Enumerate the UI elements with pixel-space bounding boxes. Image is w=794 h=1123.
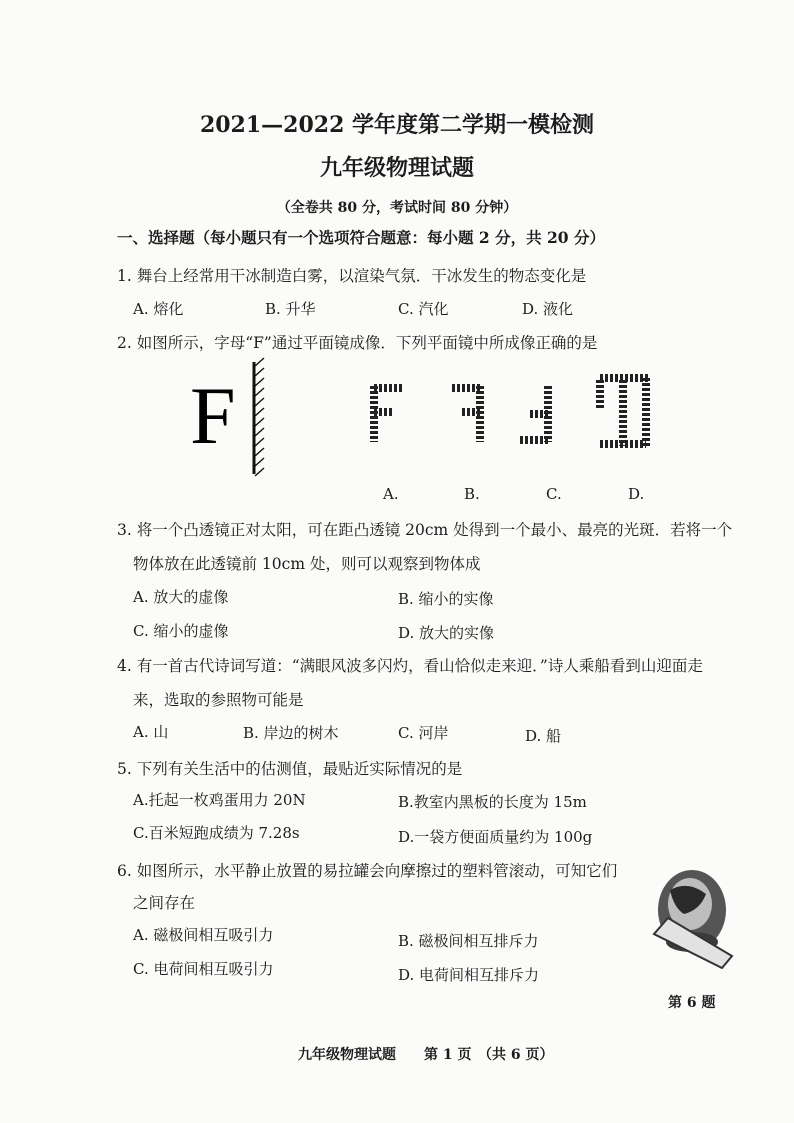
footer-subject: 九年级物理试题 [298, 1047, 396, 1063]
q2-option-c: C. [546, 485, 562, 503]
option-c-image [520, 386, 548, 442]
q3-option-d: D. 放大的实像 [398, 624, 495, 642]
q2-option-d: D. [628, 485, 645, 503]
q4-option-c: C. 河岸 [398, 724, 449, 742]
q3-option-c: C. 缩小的虚像 [133, 622, 229, 640]
question-5-stem: 5. 下列有关生活中的估测值，最贴近实际情况的是 [117, 760, 463, 778]
option-a-image [374, 386, 402, 442]
q1-option-c: C. 汽化 [398, 300, 449, 318]
can-and-tube-figure [648, 860, 740, 978]
question-4-stem-line1: 4. 有一首古代诗词写道：“满眼风波多闪灼，看山恰似走来迎．”诗人乘船看到山迎面走 [117, 657, 703, 675]
section-heading: 一、选择题（每小题只有一个选项符合题意：每小题 2 分，共 20 分） [117, 228, 605, 247]
q1-option-b: B. 升华 [265, 300, 316, 318]
mirror-figure [180, 356, 660, 480]
question-3-stem-line2: 物体放在此透镜前 10cm 处，则可以观察到物体成 [133, 555, 481, 573]
question-3-stem-line1: 3. 将一个凸透镜正对太阳，可在距凸透镜 20cm 处得到一个最小、最亮的光斑．若将一个 [117, 521, 733, 539]
exam-subtitle: 九年级物理试题 [319, 155, 474, 181]
q6-option-d: D. 电荷间相互排斥力 [398, 966, 540, 984]
q5-option-c: C.百米短跑成绩为 7.28s [133, 824, 300, 842]
q4-option-d: D. 船 [525, 727, 562, 745]
plane-mirror [254, 358, 264, 476]
question-6-stem-line2: 之间存在 [133, 894, 196, 912]
exam-note: （全卷共 80 分，考试时间 80 分钟） [276, 200, 518, 216]
q5-option-a: A.托起一枚鸡蛋用力 20N [133, 791, 306, 809]
footer-total: （共 6 页） [478, 1047, 554, 1063]
q3-option-a: A. 放大的虚像 [133, 588, 229, 606]
object-letter-f: F [190, 370, 236, 461]
q5-option-d: D.一袋方便面质量约为 100g [398, 828, 593, 846]
option-b-image [452, 386, 480, 442]
q2-option-a: A. [383, 485, 399, 503]
footer-page: 第 1 页 [424, 1047, 472, 1063]
q2-option-b: B. [464, 485, 480, 503]
q3-option-b: B. 缩小的实像 [398, 590, 494, 608]
question-4-stem-line2: 来，选取的参照物可能是 [133, 691, 304, 709]
q1-option-a: A. 熔化 [133, 300, 184, 318]
q4-option-a: A. 山 [133, 723, 169, 741]
q1-option-d: D. 液化 [522, 300, 574, 318]
q6-option-a: A. 磁极间相互吸引力 [133, 926, 274, 944]
option-d-image [600, 378, 650, 446]
question-1-stem: 1. 舞台上经常用干冰制造白雾，以渲染气氛．干冰发生的物态变化是 [117, 267, 587, 285]
q4-option-b: B. 岸边的树木 [243, 724, 339, 742]
figure-6-caption: 第 6 题 [668, 995, 716, 1011]
q6-option-b: B. 磁极间相互排斥力 [398, 932, 539, 950]
question-2-stem: 2. 如图所示，字母“F”通过平面镜成像．下列平面镜中所成像正确的是 [117, 334, 598, 352]
question-6-stem-line1: 6. 如图所示，水平静止放置的易拉罐会向摩擦过的塑料管滚动，可知它们 [117, 862, 618, 880]
q6-option-c: C. 电荷间相互吸引力 [133, 960, 274, 978]
exam-title: 2021—2022 学年度第二学期一模检测 [199, 112, 595, 138]
q5-option-b: B.教室内黑板的长度为 15m [398, 793, 587, 811]
